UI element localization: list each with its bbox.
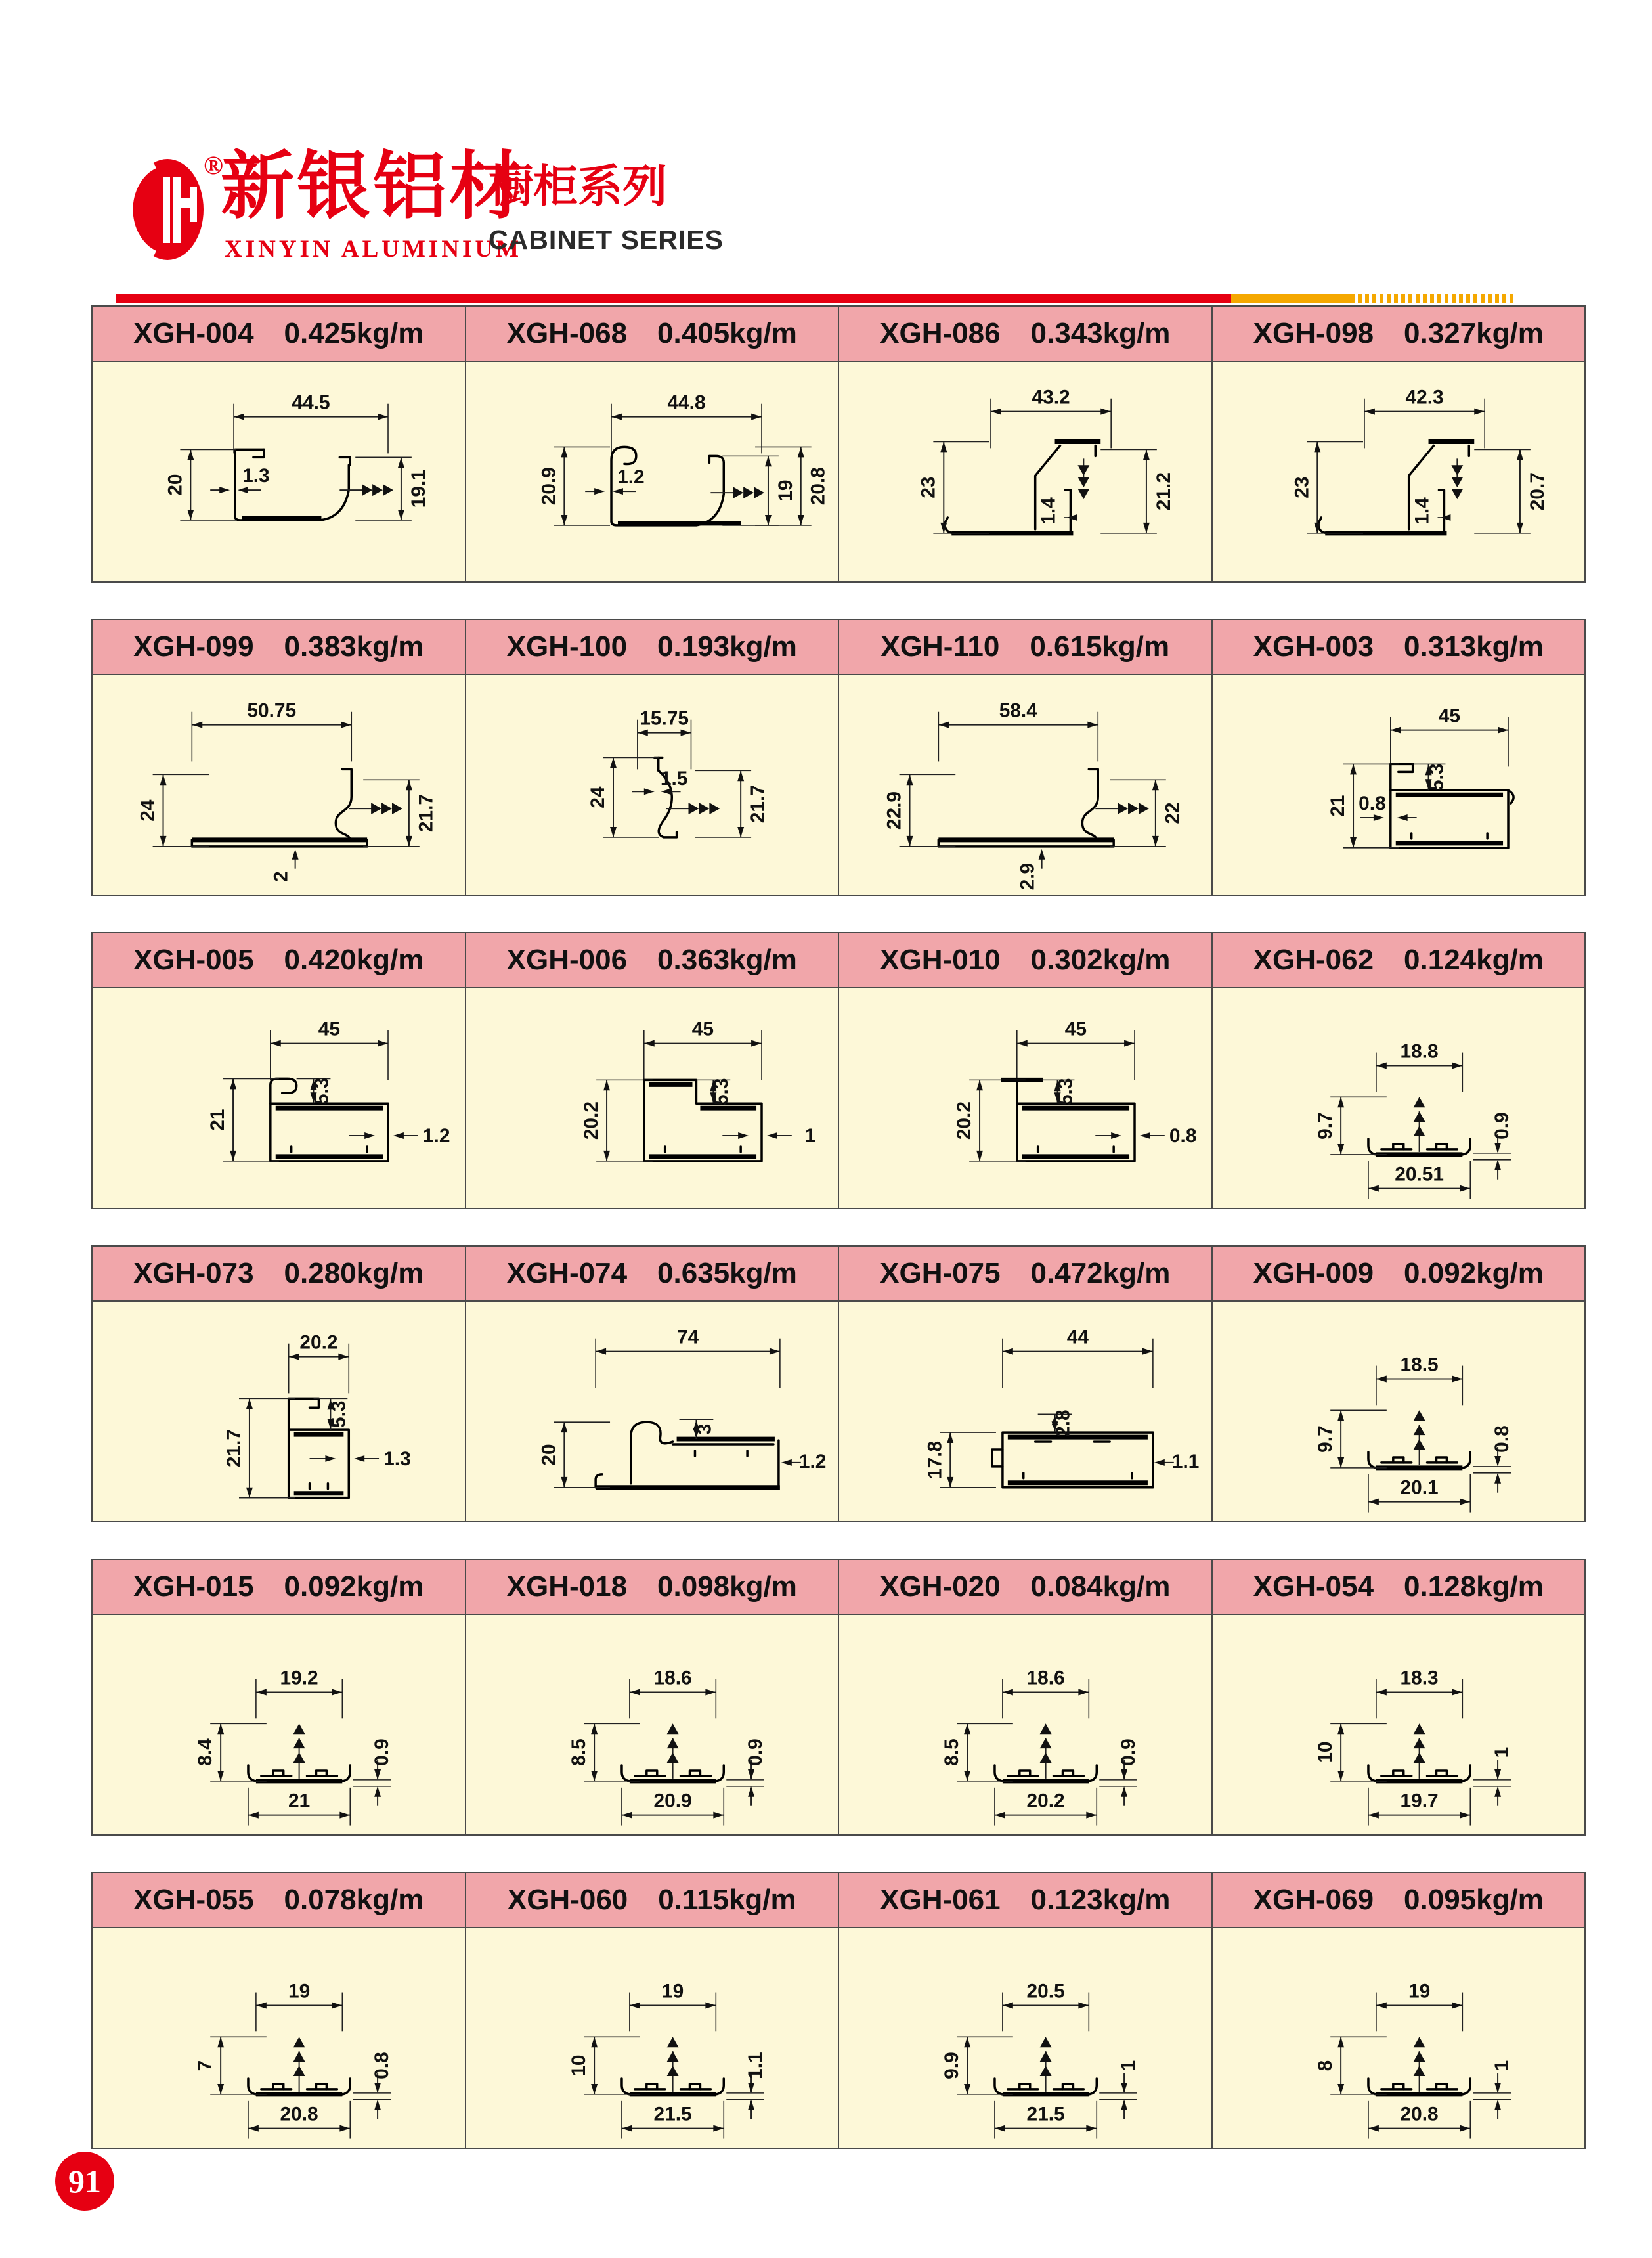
svg-text:0.8: 0.8 bbox=[1358, 793, 1386, 815]
cell-weight: 0.425kg/m bbox=[284, 317, 424, 349]
profile-drawing bbox=[839, 1928, 1211, 2151]
svg-text:17.8: 17.8 bbox=[924, 1440, 946, 1479]
cell-body bbox=[466, 1615, 838, 1838]
svg-text:1.3: 1.3 bbox=[242, 465, 270, 487]
cell-model: XGH-110 bbox=[880, 631, 1000, 663]
cell-body bbox=[839, 1928, 1211, 2151]
cell-header bbox=[93, 1247, 465, 1302]
cell-header bbox=[839, 1560, 1211, 1615]
svg-text:19: 19 bbox=[661, 1980, 684, 2003]
cell-model: XGH-054 bbox=[1253, 1570, 1374, 1603]
cell-model: XGH-075 bbox=[880, 1257, 1001, 1289]
svg-text:8.5: 8.5 bbox=[567, 1738, 590, 1766]
profile-cell-XGH-060 bbox=[466, 1872, 840, 2149]
svg-text:44.5: 44.5 bbox=[292, 391, 330, 414]
svg-text:19: 19 bbox=[288, 1980, 311, 2003]
svg-text:58.4: 58.4 bbox=[999, 699, 1037, 722]
profile-drawing bbox=[1213, 988, 1585, 1211]
svg-text:21.7: 21.7 bbox=[223, 1428, 246, 1468]
header-rule-red bbox=[116, 294, 1231, 303]
cell-weight: 0.302kg/m bbox=[1030, 944, 1171, 976]
series-title-chinese: 橱柜系列 bbox=[489, 162, 668, 211]
profile-cell-XGH-074 bbox=[466, 1245, 840, 1522]
svg-text:1: 1 bbox=[1118, 2060, 1140, 2071]
profile-drawing bbox=[839, 362, 1211, 585]
svg-text:21: 21 bbox=[288, 1790, 311, 1812]
cell-header bbox=[466, 933, 838, 988]
profile-drawing bbox=[466, 1615, 838, 1838]
cell-weight: 0.193kg/m bbox=[657, 631, 797, 663]
cell-weight: 0.098kg/m bbox=[657, 1570, 797, 1603]
svg-text:8.5: 8.5 bbox=[941, 1738, 963, 1766]
svg-text:1: 1 bbox=[1490, 2060, 1513, 2071]
svg-text:5.3: 5.3 bbox=[328, 1400, 350, 1428]
cell-header bbox=[839, 1247, 1211, 1302]
brand-name-chinese: 新银铝材 bbox=[221, 145, 525, 227]
svg-text:18.3: 18.3 bbox=[1400, 1667, 1439, 1689]
svg-text:22.9: 22.9 bbox=[883, 791, 905, 830]
cell-model: XGH-006 bbox=[506, 944, 628, 976]
profile-drawing bbox=[466, 675, 838, 898]
svg-text:9.7: 9.7 bbox=[1314, 1425, 1336, 1453]
profile-cell-XGH-075 bbox=[839, 1245, 1213, 1522]
cell-model: XGH-086 bbox=[880, 317, 1001, 349]
cell-weight: 0.635kg/m bbox=[657, 1257, 797, 1289]
svg-text:43.2: 43.2 bbox=[1032, 386, 1070, 409]
cell-body bbox=[1213, 1928, 1585, 2151]
cell-model: XGH-005 bbox=[133, 944, 254, 976]
profile-row bbox=[91, 619, 1586, 896]
svg-text:21.2: 21.2 bbox=[1152, 472, 1175, 511]
svg-text:20.7: 20.7 bbox=[1526, 472, 1548, 511]
profile-drawing bbox=[839, 675, 1211, 898]
svg-text:20.2: 20.2 bbox=[953, 1101, 976, 1140]
svg-text:21.7: 21.7 bbox=[415, 794, 437, 833]
profile-cell-XGH-015 bbox=[91, 1559, 466, 1836]
svg-text:0.9: 0.9 bbox=[744, 1738, 766, 1766]
profile-cell-XGH-061 bbox=[839, 1872, 1213, 2149]
svg-text:0.9: 0.9 bbox=[1118, 1738, 1140, 1766]
cell-model: XGH-004 bbox=[133, 317, 254, 349]
svg-text:19: 19 bbox=[1408, 1980, 1430, 2003]
svg-text:20.51: 20.51 bbox=[1394, 1163, 1444, 1185]
profile-cell-XGH-069 bbox=[1213, 1872, 1586, 2149]
cell-model: XGH-074 bbox=[506, 1257, 628, 1289]
cell-weight: 0.343kg/m bbox=[1030, 317, 1171, 349]
profile-cell-XGH-054 bbox=[1213, 1559, 1586, 1836]
profile-drawing bbox=[839, 988, 1211, 1211]
cell-weight: 0.420kg/m bbox=[284, 944, 424, 976]
svg-text:2: 2 bbox=[270, 871, 292, 882]
svg-text:45: 45 bbox=[318, 1018, 341, 1040]
profile-cell-XGH-055 bbox=[91, 1872, 466, 2149]
cell-weight: 0.128kg/m bbox=[1404, 1570, 1544, 1603]
cell-body bbox=[466, 362, 838, 585]
cell-body bbox=[466, 988, 838, 1211]
svg-text:0.9: 0.9 bbox=[1490, 1112, 1513, 1140]
svg-text:3: 3 bbox=[693, 1423, 715, 1435]
profile-drawing bbox=[1213, 1928, 1585, 2151]
cell-model: XGH-069 bbox=[1253, 1884, 1374, 1916]
svg-text:18.5: 18.5 bbox=[1400, 1354, 1439, 1376]
svg-text:5.3: 5.3 bbox=[1425, 763, 1447, 791]
cell-body bbox=[1213, 988, 1585, 1211]
cell-body bbox=[839, 675, 1211, 898]
cell-body bbox=[1213, 362, 1585, 585]
page-number-badge bbox=[55, 2152, 114, 2211]
cell-weight: 0.115kg/m bbox=[658, 1884, 796, 1916]
profile-cell-XGH-018 bbox=[466, 1559, 840, 1836]
cell-model: XGH-100 bbox=[506, 631, 628, 663]
profile-drawing bbox=[93, 675, 465, 898]
profile-cell-XGH-009 bbox=[1213, 1245, 1586, 1522]
profile-row bbox=[91, 1559, 1586, 1836]
cell-weight: 0.363kg/m bbox=[657, 944, 797, 976]
cell-header bbox=[839, 307, 1211, 362]
svg-text:20.5: 20.5 bbox=[1026, 1980, 1065, 2003]
svg-text:24: 24 bbox=[137, 799, 159, 822]
cell-header bbox=[93, 307, 465, 362]
cell-header bbox=[93, 1873, 465, 1928]
cell-header bbox=[839, 933, 1211, 988]
cell-model: XGH-061 bbox=[880, 1884, 1001, 1916]
svg-text:20.1: 20.1 bbox=[1400, 1476, 1439, 1499]
svg-text:45: 45 bbox=[691, 1018, 714, 1040]
profile-drawing bbox=[93, 1615, 465, 1838]
cell-body bbox=[93, 675, 465, 898]
cell-header bbox=[1213, 307, 1585, 362]
svg-text:44.8: 44.8 bbox=[666, 391, 706, 414]
svg-text:5.3: 5.3 bbox=[710, 1078, 732, 1106]
cell-header bbox=[466, 1873, 838, 1928]
cell-body bbox=[466, 1302, 838, 1524]
cell-weight: 0.092kg/m bbox=[1404, 1257, 1544, 1289]
profile-cell-XGH-006 bbox=[466, 932, 840, 1209]
profile-row bbox=[91, 932, 1586, 1209]
cell-body bbox=[1213, 675, 1585, 898]
cell-header bbox=[466, 307, 838, 362]
cell-header bbox=[93, 1560, 465, 1615]
svg-text:2.9: 2.9 bbox=[1016, 862, 1039, 891]
svg-text:1: 1 bbox=[1490, 1746, 1513, 1758]
profile-drawing bbox=[1213, 362, 1585, 585]
cell-weight: 0.405kg/m bbox=[657, 317, 797, 349]
registered-trademark-icon: ® bbox=[204, 150, 223, 180]
profile-drawing bbox=[466, 1302, 838, 1524]
svg-text:23: 23 bbox=[917, 476, 940, 498]
svg-text:45: 45 bbox=[1438, 705, 1460, 727]
profile-drawing bbox=[466, 1928, 838, 2151]
svg-text:10: 10 bbox=[1314, 1741, 1336, 1763]
series-title-english: CABINET SERIES bbox=[489, 225, 724, 255]
cell-body bbox=[839, 362, 1211, 585]
cell-model: XGH-009 bbox=[1253, 1257, 1374, 1289]
svg-text:20.9: 20.9 bbox=[653, 1790, 692, 1812]
cell-header bbox=[466, 1560, 838, 1615]
cell-model: XGH-010 bbox=[880, 944, 1001, 976]
svg-text:20.9: 20.9 bbox=[537, 467, 559, 506]
cell-model: XGH-099 bbox=[133, 631, 254, 663]
header-rule-stripes bbox=[1351, 294, 1515, 303]
profile-cell-XGH-098 bbox=[1213, 305, 1586, 583]
cell-weight: 0.280kg/m bbox=[284, 1257, 424, 1289]
profile-drawing bbox=[1213, 1302, 1585, 1524]
svg-text:22: 22 bbox=[1162, 802, 1184, 824]
svg-text:10: 10 bbox=[567, 2054, 590, 2077]
svg-text:20.2: 20.2 bbox=[299, 1331, 338, 1354]
profile-drawing bbox=[93, 988, 465, 1211]
cell-header bbox=[1213, 620, 1585, 675]
profile-drawing bbox=[93, 1928, 465, 2151]
cell-weight: 0.092kg/m bbox=[284, 1570, 424, 1603]
profile-cell-XGH-004 bbox=[91, 305, 466, 583]
svg-text:20.2: 20.2 bbox=[1026, 1790, 1065, 1812]
cell-model: XGH-018 bbox=[506, 1570, 628, 1603]
svg-text:8: 8 bbox=[1314, 2060, 1336, 2071]
cell-weight: 0.383kg/m bbox=[284, 631, 424, 663]
svg-text:0.9: 0.9 bbox=[371, 1738, 393, 1766]
company-logo-icon bbox=[130, 158, 207, 263]
cell-weight: 0.313kg/m bbox=[1404, 631, 1544, 663]
cell-header bbox=[1213, 1247, 1585, 1302]
cell-weight: 0.095kg/m bbox=[1404, 1884, 1544, 1916]
profile-drawing bbox=[1213, 1615, 1585, 1838]
cell-body bbox=[1213, 1302, 1585, 1524]
cell-body bbox=[1213, 1615, 1585, 1838]
cell-weight: 0.084kg/m bbox=[1030, 1570, 1171, 1603]
cell-header bbox=[1213, 1560, 1585, 1615]
svg-text:1.2: 1.2 bbox=[798, 1450, 826, 1472]
profile-cell-XGH-020 bbox=[839, 1559, 1213, 1836]
profile-cell-XGH-003 bbox=[1213, 619, 1586, 896]
svg-text:7: 7 bbox=[194, 2060, 217, 2071]
svg-text:0.8: 0.8 bbox=[1490, 1425, 1513, 1453]
svg-text:19.2: 19.2 bbox=[280, 1667, 318, 1689]
svg-text:1.2: 1.2 bbox=[617, 466, 645, 489]
cell-header bbox=[839, 1873, 1211, 1928]
svg-text:21: 21 bbox=[207, 1109, 229, 1131]
profile-drawing bbox=[1213, 675, 1585, 898]
cell-body bbox=[93, 1615, 465, 1838]
cell-weight: 0.615kg/m bbox=[1030, 631, 1170, 663]
svg-text:20: 20 bbox=[164, 474, 186, 496]
profile-cell-XGH-073 bbox=[91, 1245, 466, 1522]
cell-model: XGH-062 bbox=[1253, 944, 1374, 976]
svg-text:1.1: 1.1 bbox=[1171, 1450, 1200, 1472]
profile-drawing bbox=[466, 362, 838, 585]
svg-text:45: 45 bbox=[1064, 1018, 1087, 1040]
profile-drawing bbox=[93, 362, 465, 585]
profile-cell-XGH-005 bbox=[91, 932, 466, 1209]
svg-text:1.4: 1.4 bbox=[1411, 497, 1433, 525]
svg-text:2.8: 2.8 bbox=[1052, 1409, 1074, 1437]
profile-cell-XGH-100 bbox=[466, 619, 840, 896]
profile-cell-XGH-068 bbox=[466, 305, 840, 583]
svg-text:5.3: 5.3 bbox=[311, 1077, 333, 1105]
svg-text:1.4: 1.4 bbox=[1037, 497, 1060, 525]
cell-body bbox=[839, 988, 1211, 1211]
svg-text:21.5: 21.5 bbox=[653, 2103, 692, 2125]
svg-text:1.3: 1.3 bbox=[383, 1448, 411, 1470]
cell-header bbox=[1213, 933, 1585, 988]
page-number: 91 bbox=[68, 2163, 101, 2200]
svg-text:1.5: 1.5 bbox=[660, 768, 687, 790]
cell-body bbox=[466, 675, 838, 898]
cell-body bbox=[93, 362, 465, 585]
svg-text:0.8: 0.8 bbox=[371, 2052, 393, 2079]
svg-text:1.1: 1.1 bbox=[744, 2052, 766, 2079]
cell-weight: 0.078kg/m bbox=[284, 1884, 424, 1916]
cell-header bbox=[1213, 1873, 1585, 1928]
cell-header bbox=[93, 933, 465, 988]
brand-name-english: XINYIN ALUMINIUM bbox=[225, 236, 523, 263]
cell-weight: 0.327kg/m bbox=[1404, 317, 1544, 349]
svg-text:74: 74 bbox=[676, 1326, 699, 1348]
cell-model: XGH-073 bbox=[133, 1257, 254, 1289]
cell-header bbox=[93, 620, 465, 675]
svg-text:20.8: 20.8 bbox=[1400, 2103, 1439, 2125]
cell-model: XGH-055 bbox=[133, 1884, 254, 1916]
cell-model: XGH-015 bbox=[133, 1570, 254, 1603]
profile-drawing bbox=[839, 1302, 1211, 1524]
svg-text:20: 20 bbox=[537, 1444, 559, 1466]
svg-text:15.75: 15.75 bbox=[639, 707, 689, 730]
svg-text:5.3: 5.3 bbox=[1054, 1078, 1077, 1106]
cell-body bbox=[466, 1928, 838, 2151]
profile-cell-XGH-062 bbox=[1213, 932, 1586, 1209]
cell-weight: 0.123kg/m bbox=[1030, 1884, 1171, 1916]
cell-body bbox=[839, 1302, 1211, 1524]
svg-text:21: 21 bbox=[1326, 795, 1349, 817]
cell-body bbox=[839, 1615, 1211, 1838]
svg-text:1: 1 bbox=[804, 1124, 815, 1147]
profile-row bbox=[91, 1245, 1586, 1522]
svg-text:21.7: 21.7 bbox=[747, 785, 769, 824]
profile-drawing bbox=[466, 988, 838, 1211]
svg-text:19.1: 19.1 bbox=[407, 470, 429, 508]
profile-cell-XGH-099 bbox=[91, 619, 466, 896]
profile-drawing bbox=[93, 1302, 465, 1524]
profile-cell-XGH-086 bbox=[839, 305, 1213, 583]
svg-text:20.2: 20.2 bbox=[580, 1101, 602, 1140]
profile-row bbox=[91, 305, 1586, 583]
cell-header bbox=[839, 620, 1211, 675]
profile-cell-XGH-110 bbox=[839, 619, 1213, 896]
svg-text:19.7: 19.7 bbox=[1400, 1790, 1439, 1812]
header-rule-orange bbox=[1231, 294, 1351, 303]
svg-text:0.8: 0.8 bbox=[1169, 1124, 1197, 1147]
svg-text:20.8: 20.8 bbox=[807, 467, 829, 506]
cell-header bbox=[466, 1247, 838, 1302]
cell-header bbox=[466, 620, 838, 675]
svg-text:9.7: 9.7 bbox=[1314, 1112, 1336, 1140]
svg-text:9.9: 9.9 bbox=[941, 2052, 963, 2079]
cell-model: XGH-060 bbox=[507, 1884, 628, 1916]
svg-text:42.3: 42.3 bbox=[1405, 386, 1444, 409]
svg-text:19: 19 bbox=[774, 479, 796, 502]
svg-text:44: 44 bbox=[1066, 1326, 1089, 1348]
cell-body bbox=[93, 988, 465, 1211]
svg-text:24: 24 bbox=[586, 786, 609, 808]
svg-text:8.4: 8.4 bbox=[194, 1738, 217, 1766]
svg-text:18.6: 18.6 bbox=[1026, 1667, 1065, 1689]
profile-row bbox=[91, 1872, 1586, 2149]
profile-cell-XGH-010 bbox=[839, 932, 1213, 1209]
svg-text:1.2: 1.2 bbox=[422, 1124, 450, 1147]
profile-drawing bbox=[839, 1615, 1211, 1838]
cell-model: XGH-003 bbox=[1253, 631, 1374, 663]
cell-weight: 0.472kg/m bbox=[1030, 1257, 1171, 1289]
cell-model: XGH-068 bbox=[506, 317, 628, 349]
cell-model: XGH-020 bbox=[880, 1570, 1001, 1603]
svg-text:23: 23 bbox=[1290, 476, 1313, 498]
svg-text:21.5: 21.5 bbox=[1026, 2103, 1065, 2125]
cell-model: XGH-098 bbox=[1253, 317, 1374, 349]
cell-body bbox=[93, 1928, 465, 2151]
svg-text:18.8: 18.8 bbox=[1400, 1040, 1439, 1063]
svg-text:20.8: 20.8 bbox=[280, 2103, 318, 2125]
svg-text:50.75: 50.75 bbox=[247, 699, 297, 722]
cell-body bbox=[93, 1302, 465, 1524]
cell-weight: 0.124kg/m bbox=[1404, 944, 1544, 976]
svg-text:18.6: 18.6 bbox=[653, 1667, 692, 1689]
profile-grid bbox=[91, 305, 1586, 2185]
